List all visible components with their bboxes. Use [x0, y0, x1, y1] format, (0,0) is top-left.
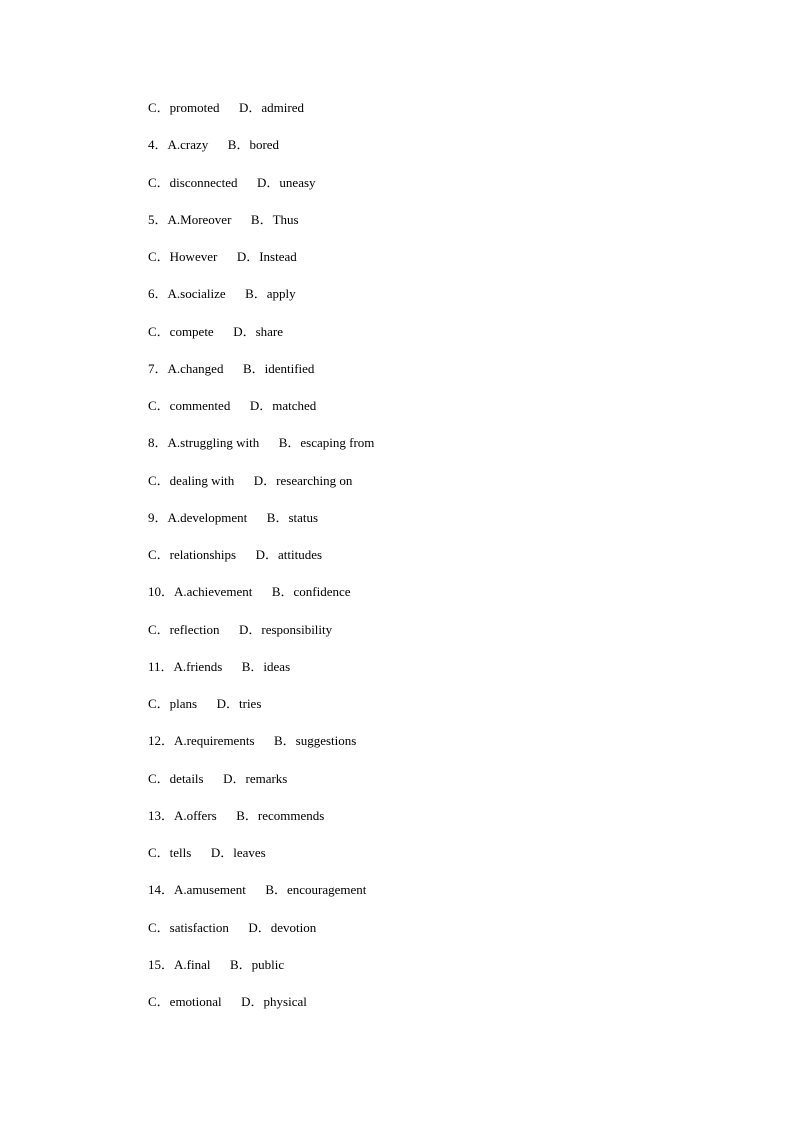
answer-options: [148, 98, 748, 1029]
option-line: 11．A.friends B．ideas: [148, 658, 291, 674]
option-line: 8．A.struggling with B．escaping from: [148, 435, 375, 451]
option-line: 7．A.changed B．identified: [148, 360, 315, 376]
option-line: 4．A.crazy B．bored: [148, 137, 280, 153]
option-line: C．compete D．share: [148, 323, 284, 339]
option-line: 12．A.requirements B．suggestions: [148, 733, 357, 749]
option-line: C．disconnected D．uneasy: [148, 174, 316, 190]
option-line: 14．A.amusement B．encouragement: [148, 882, 367, 898]
option-line: C．emotional D．physical: [148, 994, 307, 1009]
option-line: 9．A.development B．status: [148, 509, 319, 525]
option-line: C．However D．Instead: [148, 249, 297, 264]
option-line: C．relationships D．attitudes: [148, 547, 323, 562]
option-line: 15．A.final B．public: [148, 956, 285, 972]
option-line: C．tells D．leaves: [148, 845, 266, 860]
option-line: C．promoted D．admired: [148, 100, 304, 115]
option-line: C．details D．remarks: [148, 770, 288, 786]
option-line: C．satisfaction D．devotion: [148, 919, 317, 935]
option-line: C．reflection D．responsibility: [148, 621, 333, 637]
option-line: 6．A.socialize B．apply: [148, 286, 296, 302]
option-line: 5．A.Moreover B．Thus: [148, 211, 299, 227]
option-line: 13．A.offers B．recommends: [148, 807, 325, 823]
option-line: C．commented D．matched: [148, 398, 317, 413]
option-line: 10．A.achievement B．confidence: [148, 584, 351, 600]
option-line: C．dealing with D．researching on: [148, 472, 353, 488]
option-line: C．plans D．tries: [148, 696, 262, 711]
